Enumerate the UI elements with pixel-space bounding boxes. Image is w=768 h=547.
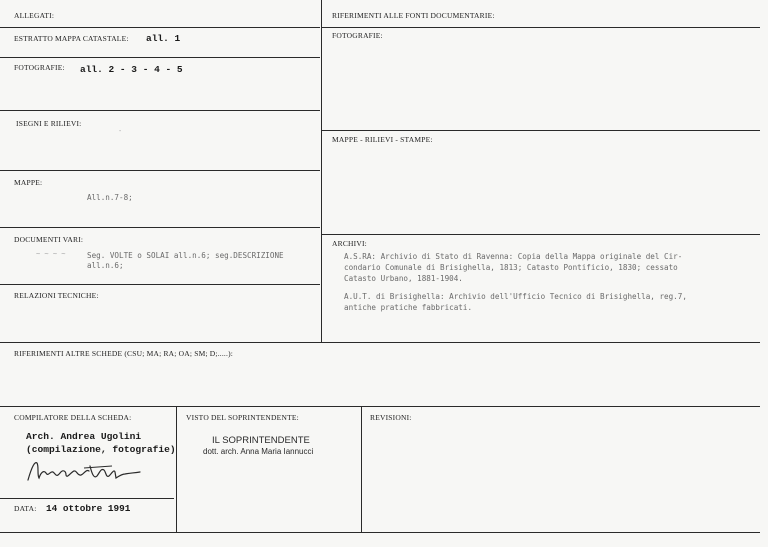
archivi-line-3: Catasto Urbano, 1881-1904. bbox=[344, 274, 463, 283]
rule bbox=[0, 57, 320, 58]
fotografie-label: FOTOGRAFIE: bbox=[14, 63, 65, 72]
signature bbox=[26, 460, 144, 484]
faint-mark: ~ ~ ~ ~ bbox=[36, 250, 66, 258]
compilatore-name: Arch. Andrea Ugolini bbox=[26, 431, 142, 442]
rule bbox=[0, 342, 760, 343]
rule bbox=[0, 227, 320, 228]
riferimenti-altre-schede-label: RIFERIMENTI ALTRE SCHEDE (CSU; MA; RA; OA; SM; D;.....): bbox=[14, 349, 234, 358]
mappe-label: MAPPE: bbox=[14, 178, 43, 187]
stamp-name: dott. arch. Anna Maria Iannucci bbox=[203, 447, 314, 456]
archivi-line-1: A.S.RA: Archivio di Stato di Ravenna: Copia della Mappa originale del Cir- bbox=[344, 252, 683, 261]
archivi-label: ARCHIVI: bbox=[332, 239, 367, 248]
data-value: 14 ottobre 1991 bbox=[46, 503, 131, 514]
rule bbox=[322, 130, 760, 131]
rule bbox=[321, 0, 322, 342]
rule bbox=[322, 27, 760, 28]
rule bbox=[361, 406, 362, 533]
rule bbox=[0, 170, 320, 171]
rule bbox=[0, 498, 174, 499]
estratto-mappa-value: all. 1 bbox=[146, 33, 181, 44]
documenti-line-1: Seg. VOLTE o SOLAI all.n.6; seg.DESCRIZIONE bbox=[87, 251, 284, 260]
mappe-value: All.n.7-8; bbox=[87, 193, 133, 202]
mappe-rilievi-stampe-label: MAPPE - RILIEVI - STAMPE: bbox=[332, 135, 433, 144]
rule bbox=[0, 532, 760, 533]
allegati-label: ALLEGATI: bbox=[14, 11, 55, 20]
fotografie-right-label: FOTOGRAFIE: bbox=[332, 31, 383, 40]
stamp-title: IL SOPRINTENDENTE bbox=[212, 435, 310, 446]
documenti-vari-label: DOCUMENTI VARI: bbox=[14, 235, 84, 244]
revisioni-label: REVISIONI: bbox=[370, 413, 412, 422]
rule bbox=[0, 110, 320, 111]
archivi-line-6: antiche pratiche fabbricati. bbox=[344, 303, 473, 312]
archivi-line-2: condario Comunale di Brisighella, 1813; Catasto Pontificio, 1830; cessato bbox=[344, 263, 678, 272]
documenti-line-2: all.n.6; bbox=[87, 261, 124, 270]
compilatore-label: COMPILATORE DELLA SCHEDA: bbox=[14, 413, 132, 422]
faint-mark: - bbox=[118, 127, 123, 135]
disegni-rilievi-label: ISEGNI E RILIEVI: bbox=[16, 119, 82, 128]
rule bbox=[0, 406, 760, 407]
data-label: DATA: bbox=[14, 504, 37, 513]
compilatore-role: (compilazione, fotografie) bbox=[26, 444, 176, 455]
archivi-line-5: A.U.T. di Brisighella: Archivio dell'Ufficio Tecnico di Brisighella, reg.7, bbox=[344, 292, 687, 301]
riferimenti-fonti-label: RIFERIMENTI ALLE FONTI DOCUMENTARIE: bbox=[332, 11, 495, 20]
visto-soprintendente-label: VISTO DEL SOPRINTENDENTE: bbox=[186, 413, 299, 422]
rule bbox=[322, 234, 760, 235]
rule bbox=[0, 284, 320, 285]
rule bbox=[176, 406, 177, 533]
rule bbox=[0, 27, 320, 28]
estratto-mappa-label: ESTRATTO MAPPA CATASTALE: bbox=[14, 34, 129, 43]
relazioni-tecniche-label: RELAZIONI TECNICHE: bbox=[14, 291, 99, 300]
fotografie-value: all. 2 - 3 - 4 - 5 bbox=[80, 64, 183, 75]
